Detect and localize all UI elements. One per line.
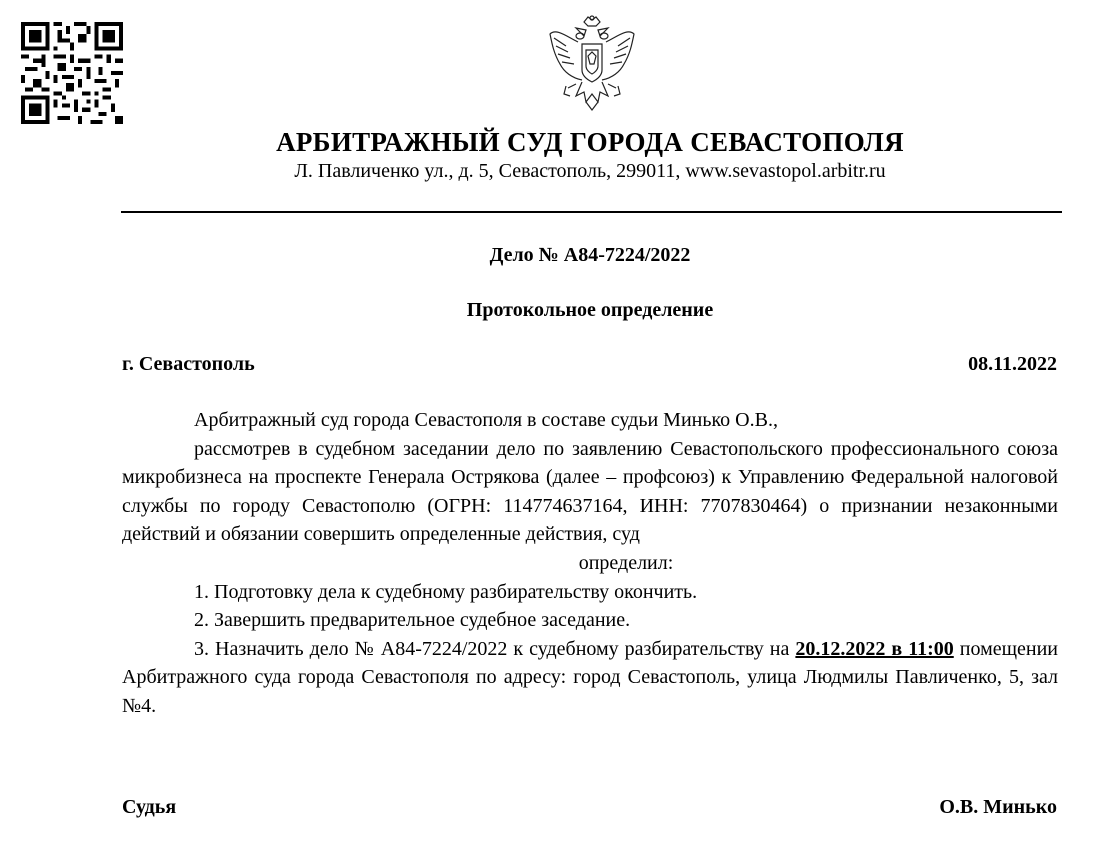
qr-code-icon [21, 22, 123, 124]
ruling-item-3-location: помещении Арбитражного суда города Севастополя по адресу: город Севастополь, улица Людмилы Павличенко, 5, зал №4. [122, 637, 1059, 717]
judge-name: О.В. Минько [939, 796, 1057, 818]
city: г. Севастополь [122, 353, 255, 375]
document-body [122, 406, 1058, 721]
court-composition: Арбитражный суд города Севастополя в составе судьи Минько О.В., [194, 409, 778, 431]
case-number: Дело № А84-7224/2022 [489, 244, 691, 266]
document-date: 08.11.2022 [968, 353, 1057, 375]
court-address: Л. Павличенко ул., д. 5, Севастополь, 299011, www.sevastopol.arbitr.ru [294, 160, 886, 182]
ruling-item-1: 1. Подготовку дела к судебному разбирательству окончить. [194, 580, 698, 603]
court-name: АРБИТРАЖНЫЙ СУД ГОРОДА СЕВАСТОПОЛЯ [276, 127, 904, 157]
coat-of-arms-icon [546, 14, 638, 112]
ruled-heading: определил: [578, 551, 674, 574]
ruling-item-2: 2. Завершить предварительное судебное заседание. [194, 609, 631, 632]
header-divider [121, 211, 1062, 213]
hearing-datetime: 20.12.2022 в 11:00 [795, 637, 954, 660]
judge-title: Судья [122, 796, 177, 818]
ruling-item-3 [122, 635, 1058, 721]
document-type: Протокольное определение [466, 299, 714, 321]
case-description: рассмотрев в судебном заседании дело по заявлению Севастопольского профессионального союза микробизнеса на проспекте Генерала Острякова (далее – профсоюз) к Управлению Федеральной налоговой службы по городу Севастополю (ОГРН: 114774637164, ИНН: 7707830464) о признании незаконными действий и обязании совершить определенные действия, суд [122, 437, 1058, 546]
ruling-item-3-text: 3. Назначить дело № А84-7224/2022 к судебному разбирательству на [194, 637, 796, 660]
